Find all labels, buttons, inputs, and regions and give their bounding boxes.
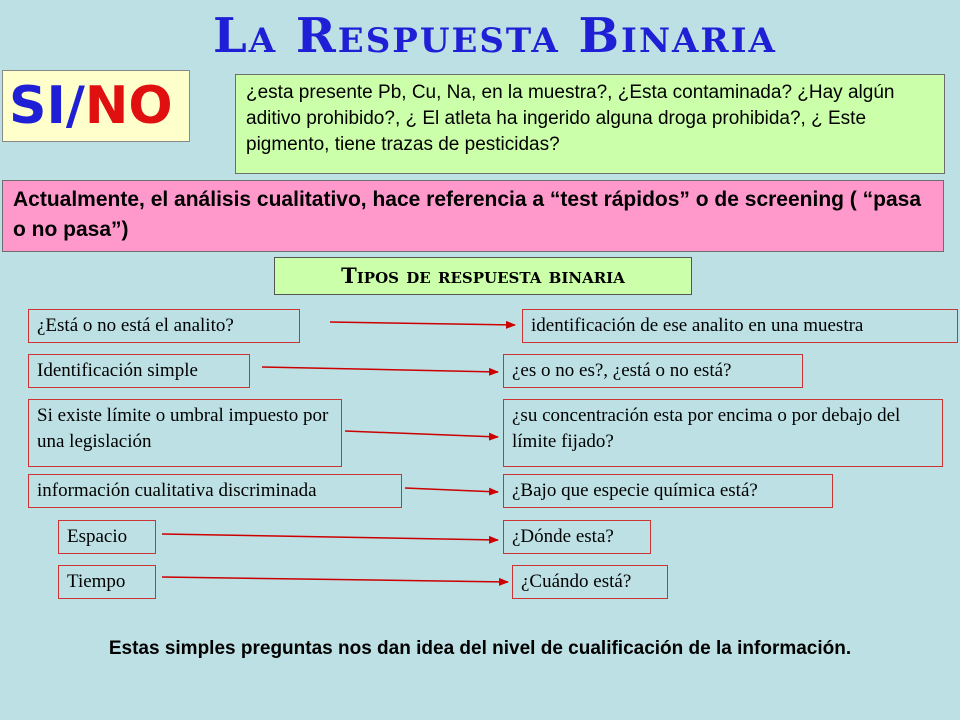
arrow-3 (345, 431, 498, 437)
slash-text: / (65, 76, 85, 136)
arrow-4 (405, 488, 498, 492)
left-box-2: Identificación simple (28, 354, 250, 388)
arrow-1 (330, 322, 515, 325)
right-box-6: ¿Cuándo está? (512, 565, 668, 599)
left-box-3: Si existe límite o umbral impuesto por una legislación (28, 399, 342, 467)
section-subtitle: Tipos de respuesta binaria (274, 257, 692, 295)
footer-statement: Estas simples preguntas nos dan idea del nivel de cualificación de la información. (108, 638, 852, 659)
right-box-1: identificación de ese analito en una muestra (522, 309, 958, 343)
left-box-6: Tiempo (58, 565, 156, 599)
arrow-2 (262, 367, 498, 372)
intro-statement-box: Actualmente, el análisis cualitativo, hace referencia a “test rápidos” o de screening ( “pasa o no pasa”) (2, 180, 944, 252)
left-box-5: Espacio (58, 520, 156, 554)
left-box-1: ¿Está o no está el analito? (28, 309, 300, 343)
right-box-5: ¿Dónde esta? (503, 520, 651, 554)
page-title: La Respuesta Binaria (213, 8, 777, 64)
right-box-4: ¿Bajo que especie química está? (503, 474, 833, 508)
si-text: SI (9, 76, 66, 136)
no-text: NO (84, 76, 173, 136)
arrow-5 (162, 534, 498, 540)
right-box-3: ¿su concentración esta por encima o por debajo del límite fijado? (503, 399, 943, 467)
arrow-6 (162, 577, 508, 582)
example-questions-box: ¿esta presente Pb, Cu, Na, en la muestra?, ¿Esta contaminada? ¿Hay algún aditivo prohibido?, ¿ El atleta ha ingerido alguna droga prohibida?, ¿ Este pigmento, tiene trazas de pesticidas? (235, 74, 945, 174)
left-box-4: información cualitativa discriminada (28, 474, 402, 508)
right-box-2: ¿es o no es?, ¿está o no está? (503, 354, 803, 388)
